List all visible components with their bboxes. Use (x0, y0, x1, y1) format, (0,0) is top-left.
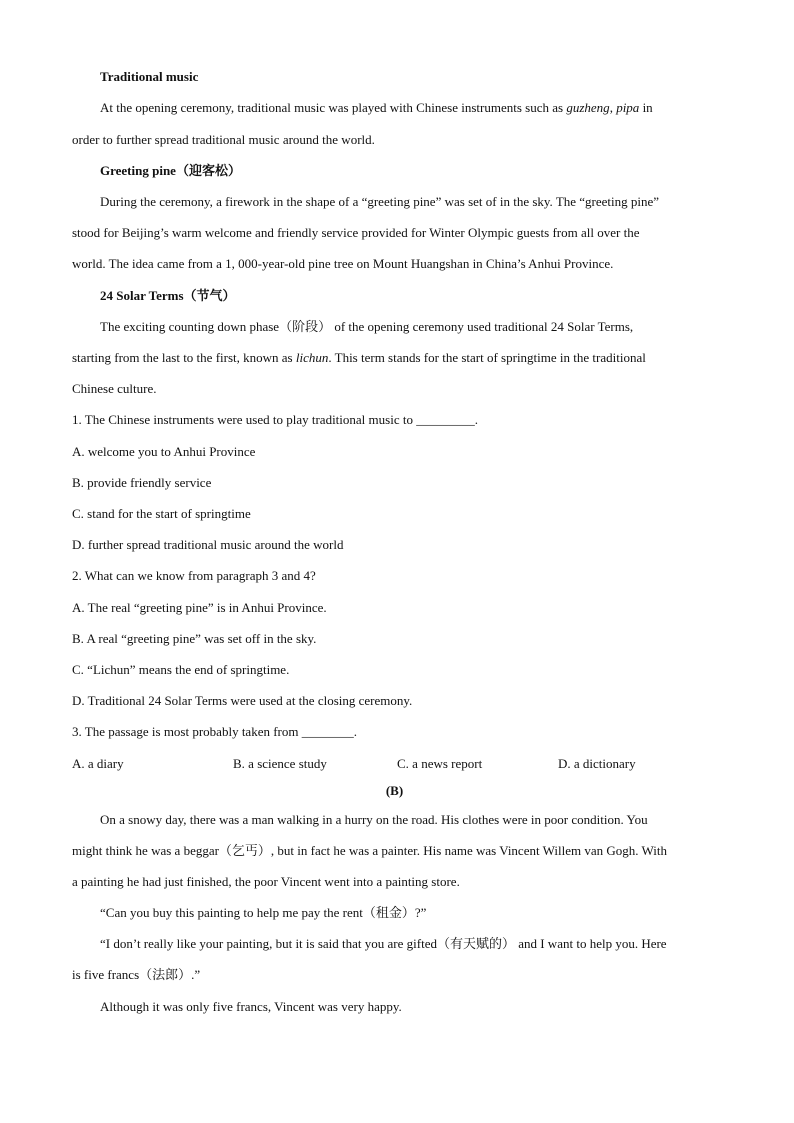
paragraph-b3-line-2: is five francs（法郎）.” (72, 967, 201, 982)
question-1-option-c: C. stand for the start of springtime (72, 506, 251, 521)
paragraph-music-line-2: order to further spread traditional music around the world. (72, 132, 375, 147)
question-1-stem: 1. The Chinese instruments were used to play traditional music to _________. (72, 412, 478, 427)
paragraph-b1-line-1: On a snowy day, there was a man walking in a hurry on the road. His clothes were in poor condition. You (100, 812, 648, 827)
paragraph-pine-line-3: world. The idea came from a 1, 000-year-old pine tree on Mount Huangshan in China’s Anhui Province. (72, 256, 614, 271)
heading-traditional-music: Traditional music (100, 69, 199, 84)
question-3-option-d: D. a dictionary (558, 756, 636, 771)
paragraph-terms-line-1: The exciting counting down phase（阶段） of the opening ceremony used traditional 24 Solar Terms, (100, 319, 634, 334)
paragraph-b1-line-2: might think he was a beggar（乞丐）, but in fact he was a painter. His name was Vincent Willem van Gogh. With (72, 843, 667, 858)
section-b-title: (B) (385, 783, 404, 798)
heading-greeting-pine: Greeting pine（迎客松） (100, 163, 241, 178)
paragraph-pine-line-1: During the ceremony, a firework in the shape of a “greeting pine” was set of in the sky. The “greeting pine” (100, 194, 660, 209)
question-1-option-a: A. welcome you to Anhui Province (72, 444, 256, 459)
question-2-stem: 2. What can we know from paragraph 3 and 4? (72, 568, 316, 583)
question-3-option-c: C. a news report (397, 756, 483, 771)
question-1-option-d: D. further spread traditional music around the world (72, 537, 344, 552)
paragraph-music-line-1: At the opening ceremony, traditional music was played with Chinese instruments such as guzheng, pipa in (100, 100, 653, 115)
paragraph-terms-line-3: Chinese culture. (72, 381, 157, 396)
question-3-option-a: A. a diary (72, 756, 124, 771)
question-3-stem: 3. The passage is most probably taken from ________. (72, 724, 357, 739)
question-2-option-d: D. Traditional 24 Solar Terms were used at the closing ceremony. (72, 693, 413, 708)
question-2-option-a: A. The real “greeting pine” is in Anhui Province. (72, 600, 327, 615)
heading-solar-terms: 24 Solar Terms（节气） (100, 288, 236, 303)
question-2-option-b: B. A real “greeting pine” was set off in the sky. (72, 631, 317, 646)
paragraph-b4: Although it was only five francs, Vincent was very happy. (100, 999, 402, 1014)
paragraph-b3-line-1: “I don’t really like your painting, but it is said that you are gifted（有天赋的） and I want to help you. Here (100, 936, 667, 951)
question-1-option-b: B. provide friendly service (72, 475, 212, 490)
question-3-option-b: B. a science study (233, 756, 327, 771)
paragraph-terms-line-2: starting from the last to the first, known as lichun. This term stands for the start of springtime in the traditional (72, 350, 646, 365)
paragraph-b2: “Can you buy this painting to help me pay the rent（租金）?” (100, 905, 427, 920)
paragraph-pine-line-2: stood for Beijing’s warm welcome and friendly service provided for Winter Olympic guests from all over the (72, 225, 640, 240)
paragraph-b1-line-3: a painting he had just finished, the poor Vincent went into a painting store. (72, 874, 460, 889)
question-2-option-c: C. “Lichun” means the end of springtime. (72, 662, 290, 677)
